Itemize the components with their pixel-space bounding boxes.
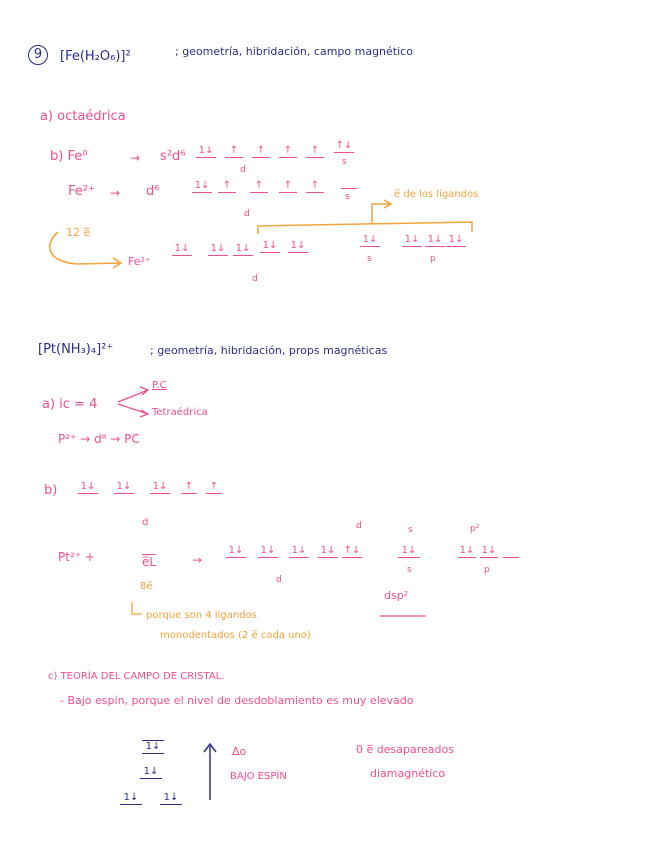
orbital-slot: 1↓: [402, 234, 422, 247]
ligand-note: e̅ de los ligandos: [394, 189, 479, 200]
orbital-slot: 1↓: [446, 234, 466, 247]
q2-b-label: b): [44, 483, 58, 498]
energy-level: 1↓: [142, 740, 164, 754]
subshell-label: d: [142, 517, 149, 528]
orbital-slot: 1↓: [258, 545, 278, 558]
orbital-slot: 1↓: [289, 545, 309, 558]
q2-a-option-tetra: Tetraédrica: [152, 407, 208, 418]
electron-count: 12 e̅: [66, 226, 91, 239]
orbital-slot: 1↓: [481, 545, 497, 556]
orbital-slot: ↑: [279, 180, 297, 193]
orbital-slot: 1↓: [78, 481, 98, 494]
low-spin-label: BAJO ESPÍN: [230, 771, 287, 782]
subshell-label: p: [484, 565, 490, 575]
orbital-slot: ↑: [181, 481, 197, 494]
subshell-label: s: [408, 525, 413, 535]
q2-a-line2: P²⁺ → d⁸ → PC: [58, 432, 140, 446]
subshell-label: d: [276, 575, 282, 585]
arrow: →: [192, 553, 203, 567]
q1-fe2b-label: Fe²⁺: [128, 255, 151, 268]
orbital-slot: 1↓: [150, 481, 170, 494]
orbital-slot: ↑: [279, 145, 297, 158]
hybridization-label: dsp²: [384, 589, 409, 602]
q1-answer-a: a) octaédrica: [40, 109, 126, 124]
subshell-label: d: [244, 209, 250, 219]
orbital-slot: 1↓: [226, 545, 246, 558]
orbital-slot: ↑↓: [335, 140, 353, 151]
q1-b-arrow: →: [130, 151, 141, 165]
orbital-slot: ↑: [252, 145, 270, 158]
orbital-slot: 1↓: [260, 240, 280, 253]
orbital-slot: ↑: [306, 180, 324, 193]
q1-formula: [Fe(H₂O₆)]²: [60, 49, 131, 64]
orbital-slot: 1↓: [360, 234, 380, 247]
orbital-slot: ↑↓: [343, 545, 361, 556]
subshell-label: d: [240, 165, 246, 175]
q1-b-label: b) Fe⁰: [50, 149, 88, 164]
orbital-slot: ↑: [218, 180, 236, 193]
q1-prompt: ; geometría, hibridación, campo magnético: [175, 45, 413, 58]
orbital-slot: 1↓: [288, 240, 308, 253]
q2-a-label: a) ic = 4: [42, 397, 98, 412]
subshell-label: s: [407, 565, 412, 575]
note-line-1: porque son 4 ligandos: [146, 610, 257, 621]
q2-prompt: ; geometría, hibridación, props magnéticas: [150, 344, 388, 357]
orbital-slot: 1↓: [208, 243, 228, 256]
unpaired-electrons: 0 e̅ desapareados: [356, 743, 454, 756]
subshell-label: p²: [470, 524, 480, 534]
subshell-label: p: [430, 254, 436, 264]
q2-pt-label: Pt²⁺ +: [58, 550, 95, 564]
energy-level: 1↓: [120, 792, 142, 805]
delta-label: Δo: [232, 745, 247, 758]
subshell-label: d: [356, 521, 362, 531]
orbital-slot: ↑: [306, 145, 324, 158]
energy-level: 1↓: [140, 766, 162, 779]
orbital-slot: 1↓: [459, 545, 475, 556]
q1-fe2-label: Fe²⁺: [68, 184, 95, 199]
orbital-slot: 1↓: [192, 180, 212, 193]
q1-fe2-config: d⁶: [146, 184, 160, 199]
subshell-label: s: [342, 157, 347, 167]
subshell-label: s: [367, 254, 372, 264]
orbital-slot: 1↓: [318, 545, 338, 558]
ligand-electron-count: 8e̅: [140, 581, 153, 592]
orbital-slot: ↑: [225, 145, 243, 158]
q2-c-text: - Bajo espín, porque el nivel de desdoblamiento es muy elevado: [60, 694, 414, 707]
q2-c-title: c) TEORÍA DEL CAMPO DE CRISTAL.: [48, 671, 225, 682]
q1-b-config: s²d⁶: [160, 149, 186, 164]
orbital-slot: ↑: [250, 180, 268, 193]
q2-formula: [Pt(NH₃)₄]²⁺: [38, 342, 114, 357]
orbital-slot: 1↓: [172, 243, 192, 256]
orbital-slot: 1↓: [233, 243, 253, 256]
orbital-slot: 1↓: [398, 545, 420, 558]
question-number: 9: [28, 45, 48, 65]
ligand-electrons: e̅L: [142, 555, 157, 569]
diamagnetic-label: diamagnético: [370, 767, 446, 780]
note-line-2: monodentados (2 e̅ cada uno): [160, 630, 311, 641]
q2-a-option-pc: P.C: [152, 380, 167, 391]
orbital-slot: [503, 545, 519, 558]
orbital-slot: 1↓: [425, 234, 445, 247]
arrow: →: [110, 186, 121, 200]
subshell-label: d: [252, 274, 258, 284]
energy-level: 1↓: [160, 792, 182, 805]
orbital-slot: ↑: [206, 481, 222, 494]
subshell-label: s: [345, 192, 350, 202]
orbital-slot: 1↓: [114, 481, 134, 494]
orbital-slot: 1↓: [196, 145, 216, 158]
